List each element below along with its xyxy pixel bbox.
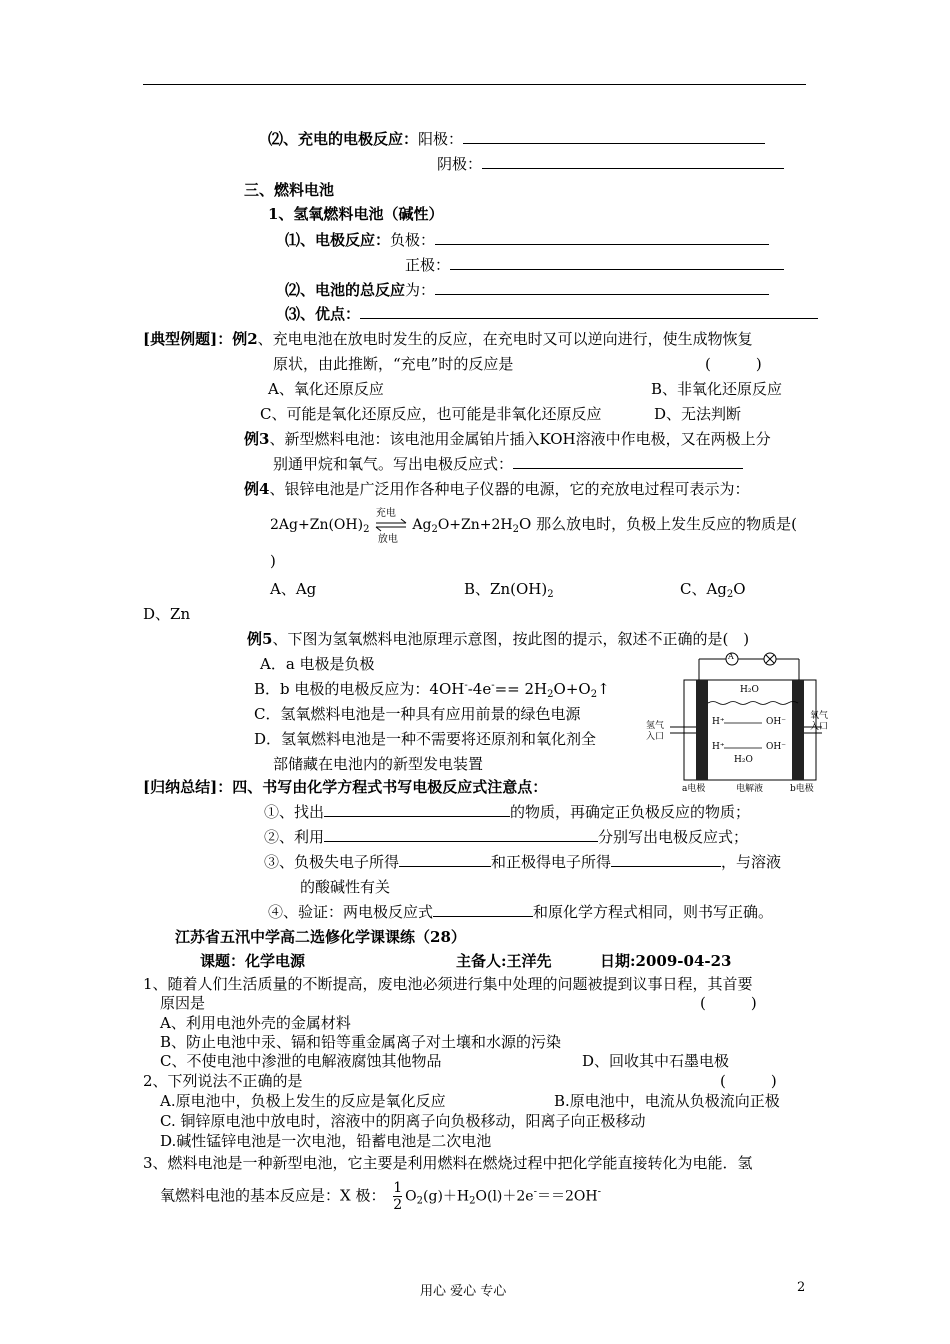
charge-line	[268, 128, 765, 149]
q3-e: O(l)＋2e	[475, 1188, 534, 1205]
ex5-b4: O+O	[553, 680, 591, 698]
date: 日期:2009-04-23	[600, 952, 732, 970]
oh-2: OH⁻	[766, 742, 786, 752]
pos-line	[405, 254, 784, 275]
electrode-b	[792, 680, 804, 780]
ex4-line1	[244, 478, 749, 499]
school-heading: 江苏省五汛中学高二选修化学课课练（28）	[175, 928, 466, 946]
ex3-blank[interactable]	[513, 454, 743, 469]
liquid-surface	[708, 702, 798, 705]
eq-left: 2Ag+Zn(OH)	[270, 517, 364, 533]
ex5-b-sup1: -	[464, 680, 468, 691]
ex5-b1: B．b 电极的电极反应为：4OH	[254, 680, 465, 698]
neg-blank[interactable]	[435, 230, 769, 245]
summary-tag: [归纳总结]：	[143, 778, 233, 796]
ex5-b2: -4e	[467, 680, 492, 698]
ex5-text1: 、下图为氢氧燃料电池原理示意图，按此图的提示，叙述不正确的是( )	[272, 630, 750, 648]
eq-sub-h2: 2	[512, 524, 519, 535]
q3-sub1: 2	[416, 1195, 424, 1207]
q1-option-b: B、防止电池中汞、镉和铅等重金属离子对土壤和水源的污染	[160, 1033, 562, 1051]
ex5-option-b	[254, 678, 610, 700]
eq-sub-ag2: 2	[431, 524, 438, 535]
s-i3c: ，与溶液	[721, 853, 782, 871]
pos-label: 正极：	[405, 256, 451, 274]
a-electrode-label: a电极	[682, 784, 706, 794]
fuel-cell-diagram	[644, 645, 834, 793]
ex5-lead: 例5	[247, 630, 273, 648]
summary-item-1	[264, 801, 750, 822]
b-electrode-label: b电极	[790, 784, 814, 794]
ex4-b-text: B、Zn(OH)	[464, 580, 548, 598]
arrow-top-label: 充电	[375, 508, 396, 519]
hplus-2: H⁺	[712, 742, 725, 752]
summary-item-2	[264, 826, 748, 847]
ex5-option-d1: D．氢氧燃料电池是一种不需要将还原剂和氧化剂全	[254, 730, 597, 748]
electrode-reaction-line	[285, 229, 769, 250]
diagram-svg	[644, 645, 834, 793]
q1-line2: 原因是	[160, 994, 206, 1012]
advantage-blank[interactable]	[360, 304, 818, 319]
s-i2a: ②、利用	[264, 828, 325, 846]
q2-option-b: B.原电池中，电流从负极流向正极	[554, 1092, 780, 1110]
anode-label: 阳极：	[418, 130, 464, 148]
s-i3-blank2[interactable]	[611, 852, 721, 867]
ex4-option-d: D、Zn	[143, 605, 191, 623]
q1-line1: 1、随着人们生活质量的不断提高，废电池必须进行集中处理的问题被提到议事日程，其首要	[143, 975, 753, 993]
q2-option-c: C. 铜锌原电池中放电时，溶液中的阴离子向负极移动，阳离子向正极移动	[160, 1112, 646, 1130]
h2o-top: H₂O	[740, 685, 759, 695]
ex2-lead: 例2	[232, 330, 258, 348]
ex5-b-sup2: -	[491, 680, 495, 691]
ex2-text1: 、充电电池在放电时发生的反应，在充电时又可以逆向进行，使生成物恢复	[257, 330, 753, 348]
ex5-b-sub1: 2	[547, 689, 554, 700]
ex4-text1: 、银锌电池是广泛用作各种电子仪器的电源，它的充放电过程可表示为：	[269, 480, 750, 498]
ex5-b3: == 2H	[494, 680, 548, 698]
half-fraction	[393, 1180, 402, 1213]
ex3-text2: 别通甲烷和氧气。写出电极反应式：	[273, 455, 514, 473]
total-blank[interactable]	[435, 280, 769, 295]
eq-right-b: O+Zn+2H	[437, 517, 513, 533]
q3-sup2: -	[597, 1186, 601, 1198]
q2-option-a: A.原电池中，负极上发生的反应是氧化反应	[160, 1092, 446, 1110]
pos-blank[interactable]	[450, 255, 784, 270]
s-i3-blank1[interactable]	[399, 852, 491, 867]
ex3-text1: 、新型燃料电池：该电池用金属铂片插入KOH溶液中作电极，又在两极上分	[269, 430, 771, 448]
s-i1b: 的物质，再确定正负极反应的物质；	[510, 803, 751, 821]
ex2-option-c: C、可能是氧化还原反应，也可能是非氧化还原反应	[260, 405, 602, 423]
ex4-option-a: A、Ag	[270, 580, 317, 598]
author: 主备人:王洋先	[456, 952, 552, 970]
ex3-lead: 例3	[244, 430, 270, 448]
electrode-a	[696, 680, 708, 780]
cathode-line	[437, 153, 784, 174]
s-i1a: ①、找出	[264, 803, 325, 821]
fuel-cell-heading: 三、燃料电池	[244, 181, 335, 199]
total-reaction-label: ⑵、电池的总反应	[285, 281, 406, 299]
q3-line1: 3、燃料电池是一种新型电池，它主要是利用燃料在燃烧过程中把化学能直接转化为电能．氢	[143, 1154, 753, 1172]
arrow-bottom-label: 放电	[377, 534, 398, 545]
s-i3b: 和正极得电子所得	[491, 853, 612, 871]
o2-inlet-label: 氧气入口	[810, 711, 829, 732]
summary-item-3	[264, 851, 781, 872]
eq-right-c: O 那么放电时，负极上发生反应的物质是(	[519, 515, 797, 533]
s-i2-blank[interactable]	[324, 827, 598, 842]
advantage-line	[285, 303, 818, 324]
q3-sub2: 2	[469, 1195, 476, 1207]
advantage-label: ⑶、优点：	[285, 305, 361, 323]
electrode-reaction-label: ⑴、电极反应：	[285, 231, 391, 249]
ex4-c-sub: 2	[726, 589, 734, 600]
top-rule	[143, 84, 806, 85]
s-i4b: 和原化学方程式相同，则书写正确。	[533, 903, 774, 921]
summary-line	[143, 776, 547, 797]
oh-1: OH⁻	[766, 717, 786, 727]
ex2-text2: 原状，由此推断，“充电”时的反应是	[273, 355, 514, 373]
page-number: 2	[797, 1280, 806, 1295]
frac-num: 1	[393, 1180, 403, 1196]
ex3-line2	[273, 453, 743, 474]
ex3-line1	[244, 428, 771, 449]
cathode-label: 阴极：	[437, 155, 483, 173]
ex2-option-a: A、氧化还原反应	[268, 380, 384, 398]
eq-sub: 2	[363, 524, 370, 535]
cathode-blank[interactable]	[482, 154, 784, 169]
q3-d: (g)＋H	[423, 1188, 470, 1205]
anode-blank[interactable]	[463, 129, 765, 144]
ex4-option-b	[464, 578, 554, 600]
q3-lead: 氧燃料电池的基本反应是：X 极：	[160, 1186, 386, 1205]
hplus-1: H⁺	[712, 717, 725, 727]
ex5-b-sub2: 2	[590, 689, 598, 700]
summary-title: 四、书写由化学方程式书写电极反应式注意点：	[232, 778, 548, 796]
ex2-paren: ( )	[705, 355, 762, 373]
ex5-b5: ↑	[597, 680, 610, 698]
q1-option-a: A、利用电池外壳的金属材料	[160, 1014, 351, 1032]
q2-option-d: D.碱性锰锌电池是一次电池，铅蓄电池是二次电池	[160, 1132, 492, 1150]
q3-line2	[160, 1180, 601, 1213]
summary-item-3b: 的酸碱性有关	[300, 878, 391, 896]
topic: 课题：化学电源	[200, 952, 306, 970]
s-i4-blank[interactable]	[433, 902, 533, 917]
total-reaction-for: 为：	[405, 281, 436, 299]
q3-o: O	[405, 1188, 417, 1205]
ex4-equation	[270, 508, 797, 545]
q1-option-d: D、回收其中石墨电极	[582, 1052, 730, 1070]
s-i4a: ④、验证：两电极反应式	[268, 903, 434, 921]
footer-center: 用心 爱心 专心	[420, 1284, 507, 1299]
q3-sup1: -	[533, 1186, 537, 1198]
h2-inlet-label: 氢气入口	[646, 721, 665, 742]
q2-stem: 2、下列说法不正确的是	[143, 1072, 303, 1090]
ex2-option-d: D、无法判断	[654, 405, 742, 423]
q3-f: ＝＝2OH	[536, 1188, 598, 1205]
reversible-arrow	[374, 508, 408, 545]
ex4-c-text2: O	[733, 580, 746, 598]
ex4-close-paren: )	[270, 552, 276, 570]
q2-paren: ( )	[720, 1072, 777, 1090]
ex4-option-c	[680, 578, 746, 600]
frac-den: 2	[393, 1197, 403, 1213]
ex5-option-c: C．氢氧燃料电池是一种具有应用前景的绿色电源	[254, 705, 581, 723]
ex4-lead: 例4	[244, 480, 270, 498]
total-reaction-line	[285, 279, 769, 300]
summary-item-4	[268, 901, 773, 922]
electrolyte-label: 电解液	[736, 784, 764, 794]
s-i3a: ③、负极失电子所得	[264, 853, 400, 871]
ex5-option-d2: 部储藏在电池内的新型发电装置	[273, 755, 484, 773]
ex4-c-text: C、Ag	[680, 580, 727, 598]
ex2-tag: [典型例题]：	[143, 330, 233, 348]
s-i1-blank[interactable]	[324, 802, 510, 817]
h2o-bottom: H₂O	[734, 755, 753, 765]
q1-paren: ( )	[700, 994, 757, 1012]
s-i2b: 分别写出电极反应式；	[598, 828, 749, 846]
q1-option-c: C、不使电池中渗泄的电解液腐蚀其他物品	[160, 1052, 442, 1070]
neg-label: 负极：	[390, 231, 436, 249]
h2o2-heading: 1、氢氧燃料电池（碱性）	[268, 205, 444, 223]
ex5-option-a: A．a 电极是负极	[260, 655, 375, 673]
ex4-b-sub: 2	[547, 589, 554, 600]
charge-label: ⑵、充电的电极反应：	[268, 130, 419, 148]
eq-right-a: Ag	[412, 517, 432, 533]
meter-label: A	[728, 652, 734, 661]
ex2-line1	[143, 328, 753, 349]
ex2-option-b: B、非氧化还原反应	[651, 380, 783, 398]
